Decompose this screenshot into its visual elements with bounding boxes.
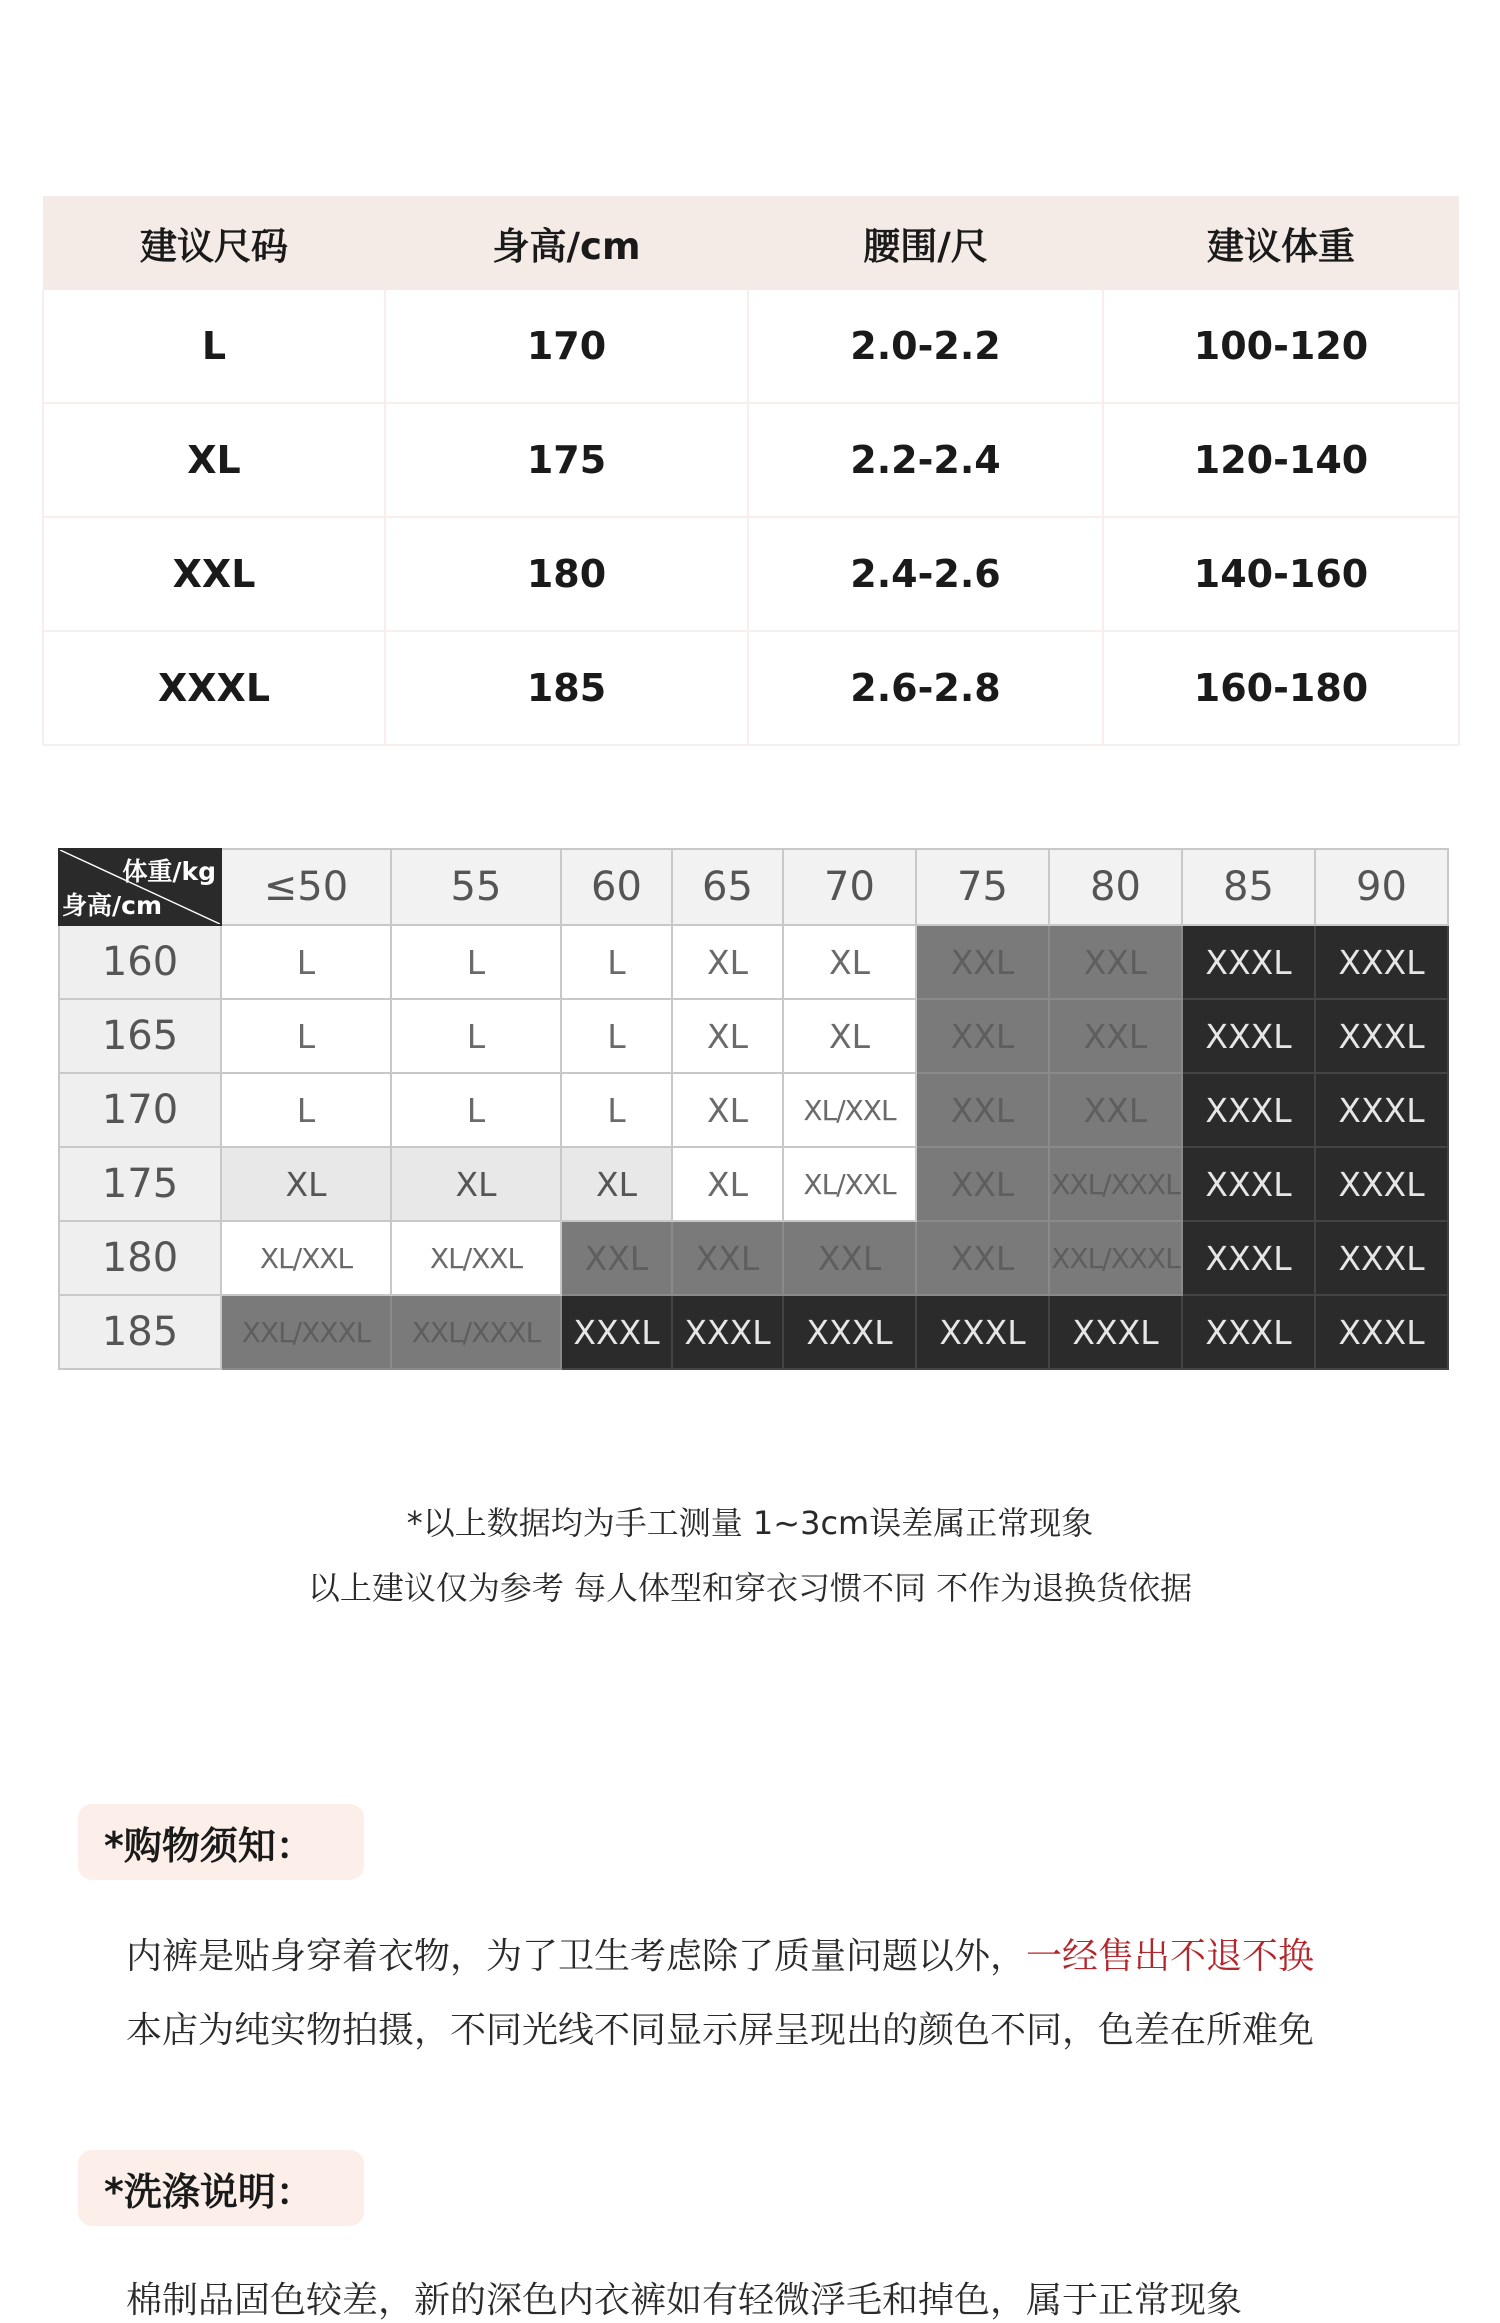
size-suggestion-cell: XXXL: [1315, 925, 1448, 999]
size-suggestion-cell: L: [221, 999, 391, 1073]
size-suggestion-cell: XXXL: [1182, 999, 1315, 1073]
weight-height-grid: [58, 848, 1449, 1370]
grid-header-row: [59, 849, 1448, 925]
weight-header: 60: [561, 849, 672, 925]
size-suggestion-cell: XXXL: [672, 1295, 783, 1369]
size-suggestion-cell: XXL/XXXL: [1049, 1147, 1182, 1221]
size-cell: L: [43, 290, 385, 403]
size-suggestion-cell: XXL: [783, 1221, 916, 1295]
size-suggestion-cell: XXXL: [1182, 1295, 1315, 1369]
grid-row: [59, 1295, 1448, 1369]
waist-cell: 2.2-2.4: [748, 403, 1103, 517]
weight-cell: 160-180: [1103, 631, 1459, 745]
corner-weight-label: 体重/kg: [122, 857, 216, 886]
size-suggestion-cell: XXL: [916, 1147, 1049, 1221]
size-suggestion-cell: XL/XXL: [783, 1073, 916, 1147]
size-table-header: [43, 196, 1459, 290]
size-suggestion-cell: XXL: [916, 1073, 1049, 1147]
size-suggestion-cell: XL/XXL: [221, 1221, 391, 1295]
size-cell: XXL: [43, 517, 385, 631]
weight-header: 85: [1182, 849, 1315, 925]
grid-row: [59, 1147, 1448, 1221]
height-cell: 180: [385, 517, 748, 631]
corner-height-label: 身高/cm: [62, 891, 163, 920]
size-suggestion-cell: XXL: [672, 1221, 783, 1295]
height-label: 175: [59, 1147, 221, 1221]
size-suggestion-cell: XL: [391, 1147, 561, 1221]
size-suggestion-cell: XXL: [916, 1221, 1049, 1295]
washing-instructions-line-1: 棉制品固色较差，新的深色内衣裤如有轻微浮毛和掉色，属于正常现象: [126, 2280, 1243, 2321]
header-waist: 腰围/尺: [748, 196, 1103, 290]
size-suggestion-cell: XXL: [1049, 1073, 1182, 1147]
height-label: 160: [59, 925, 221, 999]
size-suggestion-cell: L: [561, 1073, 672, 1147]
size-suggestion-cell: L: [221, 925, 391, 999]
waist-cell: 2.0-2.2: [748, 290, 1103, 403]
size-suggestion-cell: XL: [672, 1147, 783, 1221]
shopping-notice-line-1: [126, 1928, 1314, 1979]
table-row: [43, 517, 1459, 631]
grid-row: [59, 925, 1448, 999]
weight-header: 80: [1049, 849, 1182, 925]
no-return-highlight: 一经售出不退不换: [1026, 1936, 1315, 1977]
height-label: 170: [59, 1073, 221, 1147]
weight-cell: 140-160: [1103, 517, 1459, 631]
size-suggestion-cell: XXXL: [783, 1295, 916, 1369]
shopping-notice-line-2: 本店为纯实物拍摄，不同光线不同显示屏呈现出的颜色不同，色差在所难免: [126, 2010, 1315, 2051]
grid-row: [59, 1073, 1448, 1147]
size-suggestion-cell: L: [391, 925, 561, 999]
size-suggestion-cell: XXXL: [1049, 1295, 1182, 1369]
height-cell: 175: [385, 403, 748, 517]
washing-instructions-title: *洗涤说明：: [78, 2150, 364, 2226]
size-suggestion-cell: XL: [672, 999, 783, 1073]
size-suggestion-cell: L: [221, 1073, 391, 1147]
height-label: 185: [59, 1295, 221, 1369]
size-suggestion-cell: XXXL: [1182, 1073, 1315, 1147]
size-suggestion-cell: XXXL: [1182, 1221, 1315, 1295]
size-suggestion-cell: XXL/XXXL: [1049, 1221, 1182, 1295]
size-suggestion-cell: XL: [672, 925, 783, 999]
size-suggestion-cell: XXL: [916, 999, 1049, 1073]
height-label: 165: [59, 999, 221, 1073]
size-suggestion-cell: L: [391, 1073, 561, 1147]
size-suggestion-cell: XL/XXL: [391, 1221, 561, 1295]
weight-header: 75: [916, 849, 1049, 925]
size-suggestion-cell: XXL: [1049, 925, 1182, 999]
height-label: 180: [59, 1221, 221, 1295]
size-suggestion-cell: XXL: [561, 1221, 672, 1295]
size-suggestion-cell: XXXL: [916, 1295, 1049, 1369]
shopping-text: 内裤是贴身穿着衣物，为了卫生考虑除了质量问题以外，: [126, 1936, 1027, 1977]
size-suggestion-cell: XXXL: [1315, 1221, 1448, 1295]
weight-header: 90: [1315, 849, 1448, 925]
waist-cell: 2.4-2.6: [748, 517, 1103, 631]
table-row: [43, 631, 1459, 745]
grid-body: [59, 925, 1448, 1369]
grid-corner: [59, 849, 221, 925]
size-suggestion-cell: L: [561, 925, 672, 999]
size-suggestion-cell: XL: [672, 1073, 783, 1147]
size-suggestion-cell: XXXL: [1315, 1147, 1448, 1221]
weight-cell: 100-120: [1103, 290, 1459, 403]
grid-row: [59, 999, 1448, 1073]
size-suggestion-cell: XL: [783, 999, 916, 1073]
header-weight: 建议体重: [1103, 196, 1459, 290]
size-suggestion-cell: XXL: [916, 925, 1049, 999]
size-suggestion-cell: XL: [783, 925, 916, 999]
table-row: [43, 403, 1459, 517]
size-cell: XXXL: [43, 631, 385, 745]
weight-header: 70: [783, 849, 916, 925]
size-suggestion-cell: XXXL: [1182, 925, 1315, 999]
reference-note: 以上建议仅为参考 每人体型和穿衣习惯不同 不作为退换货依据: [307, 1569, 1193, 1607]
table-row: [43, 290, 1459, 403]
weight-header: ≤50: [221, 849, 391, 925]
size-suggestion-cell: XXXL: [1315, 999, 1448, 1073]
header-size: 建议尺码: [43, 196, 385, 290]
size-suggestion-cell: L: [561, 999, 672, 1073]
size-suggestion-cell: XXXL: [1182, 1147, 1315, 1221]
size-suggestion-cell: L: [391, 999, 561, 1073]
size-table: [42, 196, 1460, 746]
header-height: 身高/cm: [385, 196, 748, 290]
size-cell: XL: [43, 403, 385, 517]
size-suggestion-cell: XXXL: [1315, 1073, 1448, 1147]
size-suggestion-cell: XXXL: [561, 1295, 672, 1369]
height-cell: 170: [385, 290, 748, 403]
size-suggestion-cell: XXL/XXXL: [221, 1295, 391, 1369]
size-suggestion-cell: XL: [221, 1147, 391, 1221]
weight-header: 55: [391, 849, 561, 925]
measurement-note: *以上数据均为手工测量 1~3cm误差属正常现象: [406, 1504, 1094, 1542]
weight-cell: 120-140: [1103, 403, 1459, 517]
grid-row: [59, 1221, 1448, 1295]
waist-cell: 2.6-2.8: [748, 631, 1103, 745]
size-suggestion-cell: XL/XXL: [783, 1147, 916, 1221]
size-suggestion-cell: XL: [561, 1147, 672, 1221]
size-suggestion-cell: XXL/XXXL: [391, 1295, 561, 1369]
shopping-notice-title: *购物须知：: [78, 1804, 364, 1880]
size-suggestion-cell: XXXL: [1315, 1295, 1448, 1369]
size-suggestion-cell: XXL: [1049, 999, 1182, 1073]
height-cell: 185: [385, 631, 748, 745]
weight-header: 65: [672, 849, 783, 925]
